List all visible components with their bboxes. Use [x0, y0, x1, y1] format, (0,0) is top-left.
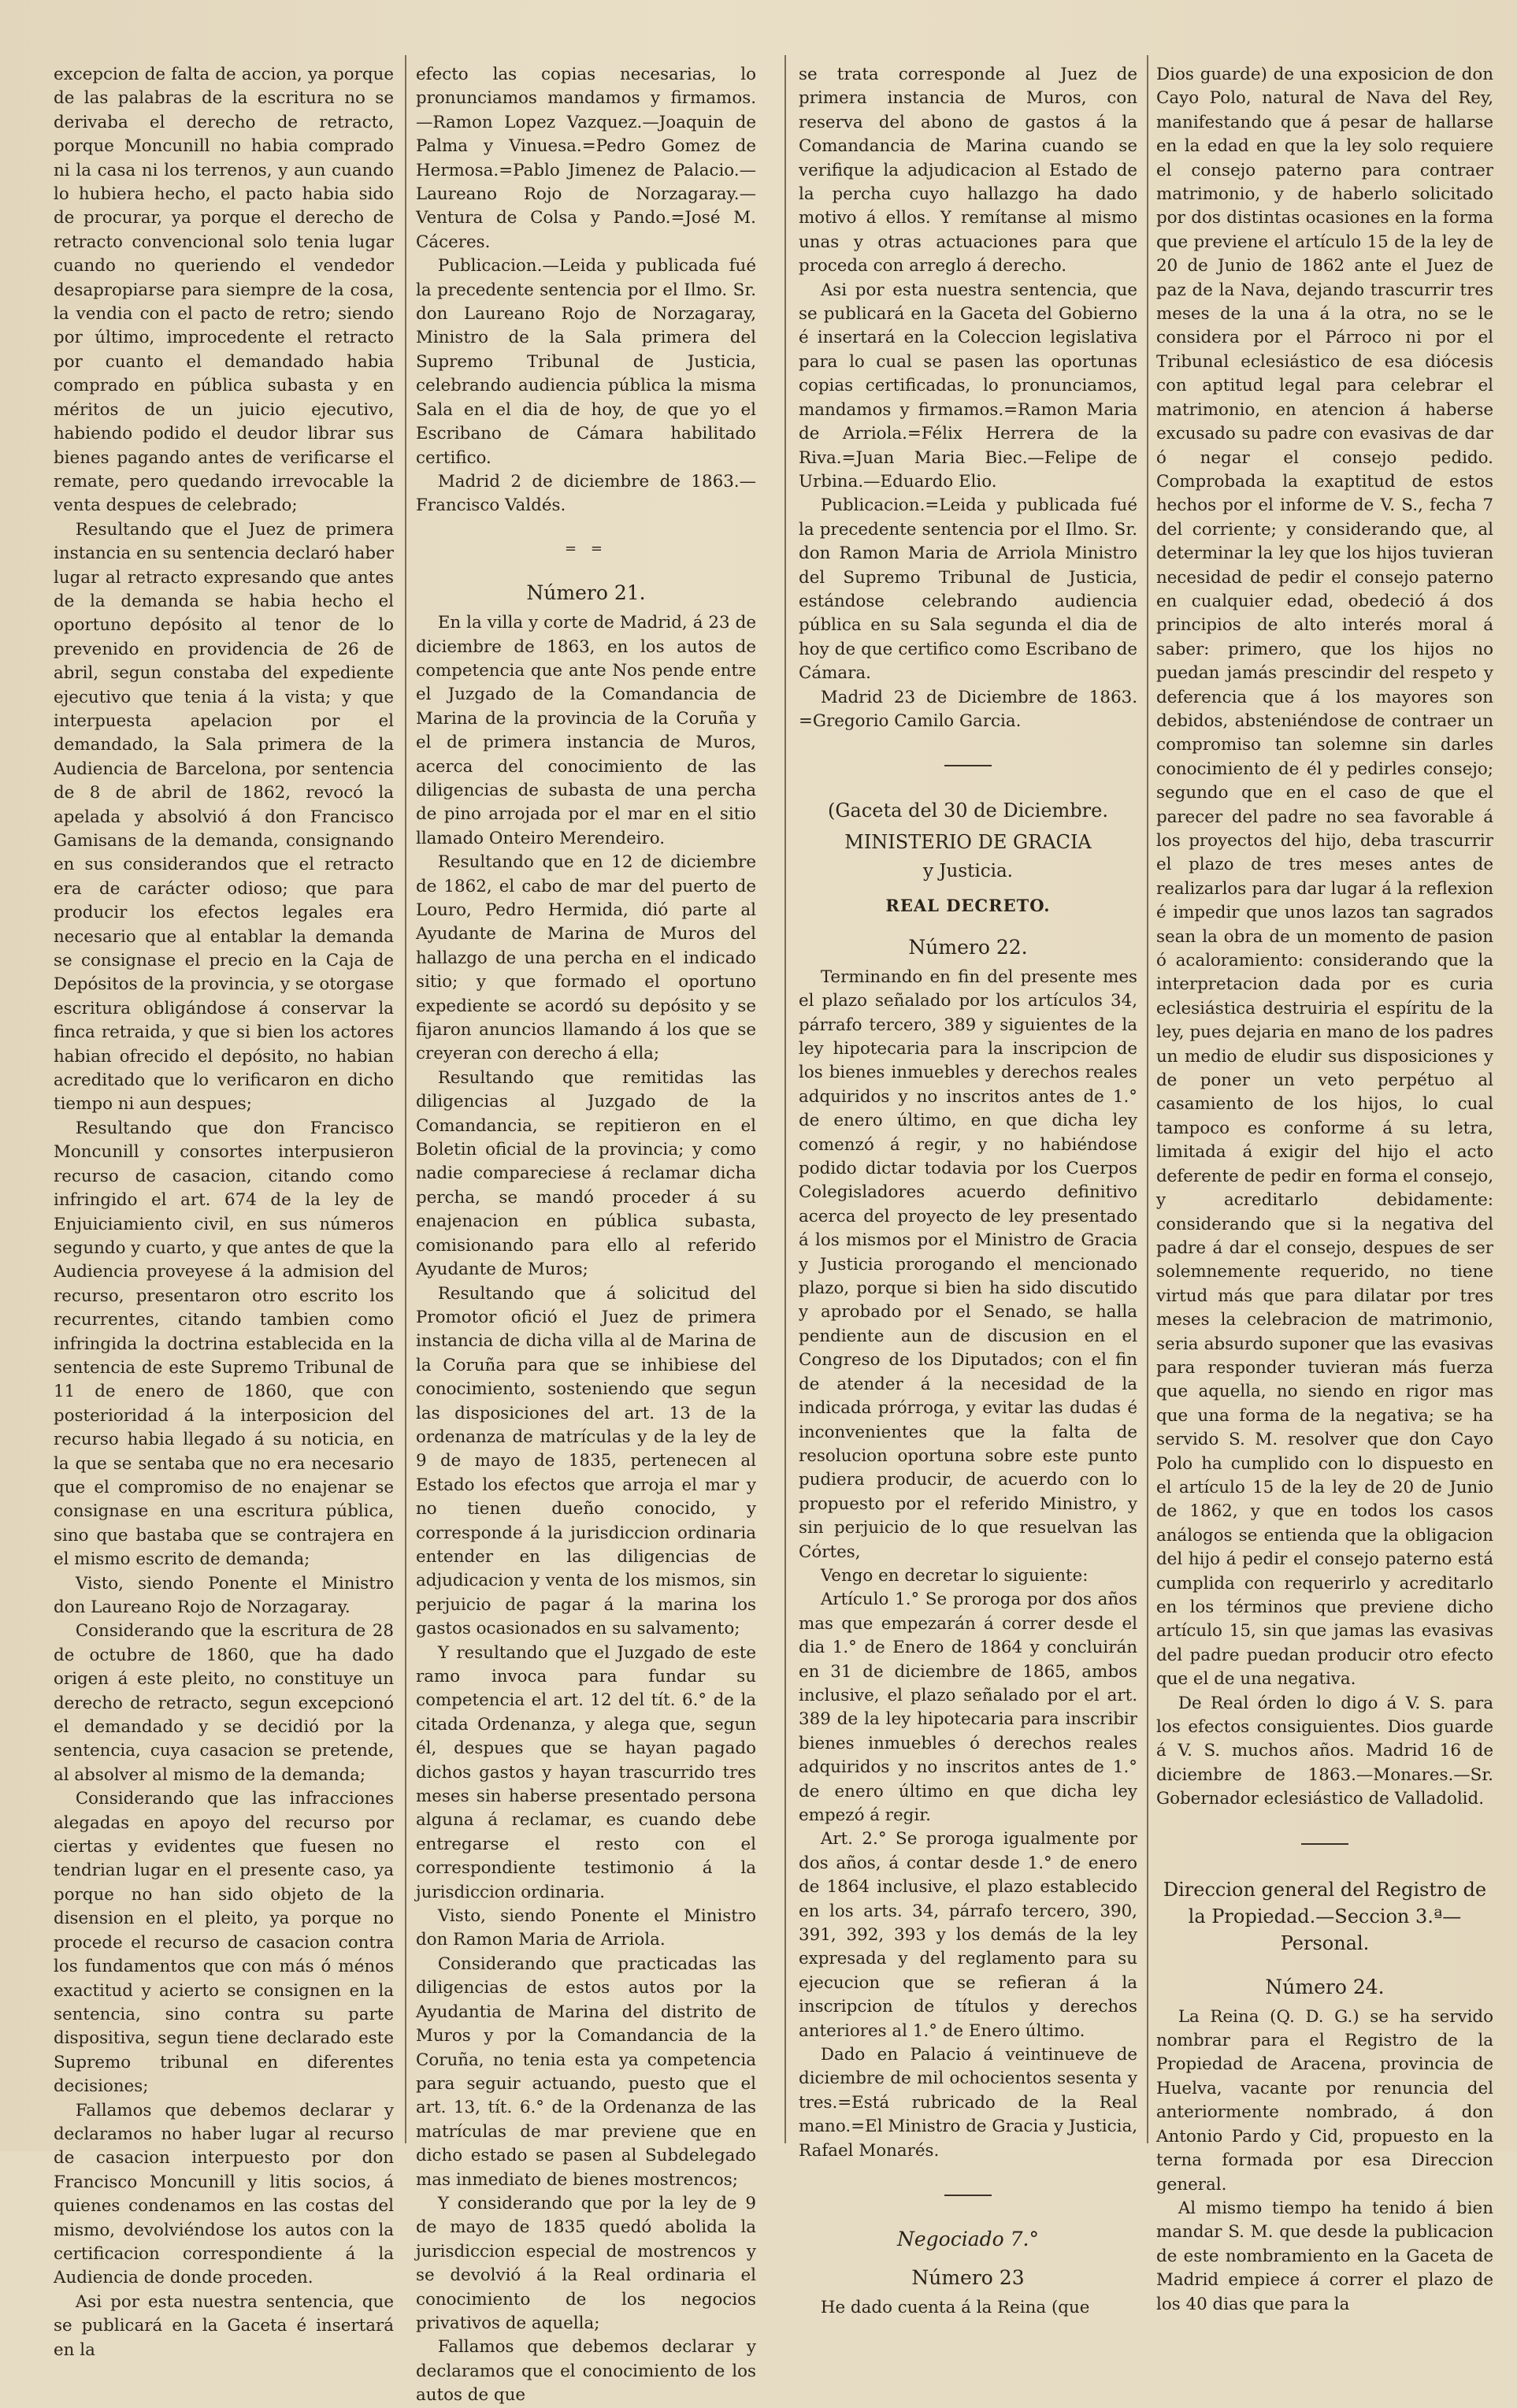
paragraph: De Real órden lo digo á V. S. para los efectos consiguientes. Dios guarde á V. S. muchos años. Madrid 16 de diciembre de 1863.—Monares.—Sr. Gobernador eclesiástico de Valladolid.: [1156, 1693, 1493, 1809]
paragraph: Visto, siendo Ponente el Ministro don Laureano Rojo de Norzagaray.: [54, 1573, 394, 1617]
paragraph: Asi por esta nuestra sentencia, que se publicará en la Gaceta é insertará en la: [54, 2291, 394, 2360]
paragraph: Publicacion.=Leida y publicada fué la precedente sentencia por el Ilmo. Sr. don Ramon Maria de Arriola Ministro del Supremo Tribunal de Justicia, estándose celebrando audiencia pública en su Sala segunda el dia de hoy de que certifico como Escribano de Cámara.: [799, 495, 1137, 684]
paragraph: Considerando que practicadas las diligencias de estos autos por la Ayudantia de Marina del distrito de Muros y por la Comandancia de la Coruña, no tenia esta ya competencia para seguir actuando, puesto que el art. 13, tít. 6.° de la Ordenanza de las matrículas de mar previene que en dicho estado se pasen al Subdelegado mas inmediato de bienes mostrencos;: [416, 1953, 756, 2190]
negociado-heading: Negociado 7.°: [897, 2228, 1039, 2251]
paragraph: Asi por esta nuestra sentencia, que se publicará en la Gaceta del Gobierno é insertará en la Coleccion legislativa para lo cual se pasen las oportunas copias certificadas, lo pronunciamos, mandamos y firmamos.=Ramon Maria de Arriola.=Félix Herrera de la Riva.=Juan Maria Biec.—Felipe de Urbina.—Eduardo Elio.: [799, 280, 1137, 492]
paragraph: Resultando que el Juez de primera instancia en su sentencia declaró haber lugar al retracto expresando que antes de la demanda se habia hecho el oportuno depósito al tenor de lo prevenido en providencia de 26 de abril, segun constaba del expediente ejecutivo que tenia á la vista; y que interpuesta apelacion por el demandado, la Sala primera de la Audiencia de Barcelona, por sentencia de 8 de abril de 1862, revocó la apelada y absolvió á don Francisco Gamisans de la demanda, consignando en sus considerandos que el retracto era de carácter odioso; que para producir los efectos legales era necesario que al entablar la demanda se consignase el precio en la Caja de Depósitos de la provincia, y se otorgase escritura obligándose á conservar la finca retraida, y que si bien los actores habian ofrecido el depósito, no habian acreditado que lo verificaron en dicho tiempo ni aun despues;: [54, 519, 394, 1115]
paragraph: Resultando que á solicitud del Promotor ofició el Juez de primera instancia de dicha villa al de Marina de la Coruña para que se inhibiese del conocimiento, sosteniendo que segun las disposiciones del art. 13 de la ordenanza de matrículas y de la ley de 9 de mayo de 1835, pertenecen al Estado los efectos que arroja el mar y no tienen dueño conocido, y corresponde á la jurisdiccion ordinaria entender en las diligencias de adjudicacion y venta de los mismos, sin perjuicio de pagar á la marina los gastos ocasionados en su salvamento;: [416, 1283, 756, 1639]
paragraph: Vengo en decretar lo siguiente:: [820, 1565, 1089, 1586]
paragraph: Madrid 23 de Diciembre de 1863. =Gregorio Camilo Garcia.: [799, 687, 1137, 731]
paragraph: excepcion de falta de accion, ya porque de las palabras de la escritura no se derivaba el derecho de retracto, porque Moncunill no habia comprado ni la casa ni los terrenos, y aun cuando lo hubiera hecho, el pacto habia sido de procurar, ya porque el derecho de retracto convencional solo tenia lugar cuando no queriendo el vendedor desapropiarse para siempre de la cosa, la vendia con el pacto de retro; siendo por último, improcedente el retracto por cuanto el demandado habia comprado en pública subasta y en méritos de un juicio ejecutivo, habiendo podido el deudor librar sus bienes pagando antes de verificarse el remate, pero quedando irrevocable la venta despues de celebrado;: [54, 65, 394, 516]
ministry-subheading: y Justicia.: [922, 861, 1013, 882]
paragraph: La Reina (Q. D. G.) se ha servido nombrar para el Registro de la Propiedad de Aracena, provincia de Huelva, vacante por renuncia del anteriormente nombrado, á don Antonio Pardo y Cid, propuesto en la terna formada por esa Direccion general.: [1156, 2006, 1493, 2195]
column-3: [799, 63, 1137, 2317]
paragraph: Art. 2.° Se proroga igualmente por dos años, á contar desde 1.° de enero de 1864 inclusive, el plazo establecido en los arts. 34, párrafo tercero, 390, 391, 392, 393 y los demás de la ley expresada y del reglamento para su ejecucion que se refieran á la inscripcion de títulos y derechos anteriores al 1.° de Enero último.: [799, 1829, 1137, 2041]
paragraph: Publicacion.—Leida y publicada fué la precedente sentencia por el Ilmo. Sr. don Laureano Rojo de Norzagaray, Ministro de la Sala primera del Supremo Tribunal de Justicia, celebrando audiencia pública la misma Sala en el dia de hoy, de que yo el Escribano de Cámara habilitado certifico.: [416, 256, 756, 468]
paragraph: Resultando que don Francisco Moncunill y consortes interpusieron recurso de casacion, citando como infringido el art. 674 de la ley de Enjuiciamiento civil, en sus números segundo y cuarto, y que antes de que la Audiencia proveyese á la admision del recurso, presentaron otro escrito los recurrentes, citando tambien como infringida la doctrina establecida en la sentencia de este Supremo Tribunal de 11 de enero de 1860, que con posterioridad á la interposicion del recurso habia llegado á su noticia, en la que se sentaba que no era necesario que el compromiso de no enajenar se consignase en una escritura pública, sino que bastaba que se contrajera en el mismo escrito de demanda;: [54, 1118, 394, 1570]
section-divider: [944, 765, 992, 766]
paragraph: Artículo 1.° Se proroga por dos años mas que empezarán á correr desde el dia 1.° de Enero de 1864 y concluirán en 31 de diciembre de 1865, ambos inclusive, el plazo señalado por el art. 389 de la ley hipotecaria para inscribir bienes inmuebles ó derechos reales adquiridos y no inscritos antes de 1.° de enero último en que dicha ley empezó á regir.: [799, 1590, 1137, 1825]
paragraph: Dios guarde) de una exposicion de don Cayo Polo, natural de Nava del Rey, manifestando que á pesar de hallarse en la edad en que la ley solo requiere el consejo paterno para contraer matrimonio, y de haberlo solicitado por dos distintas ocasiones en la forma que previene el artículo 15 de la ley de 20 de Junio de 1862 ante el Juez de paz de la Nava, dejando trascurrir tres meses de la una á la otra, no se le considera por el Párroco ni por el Tribunal eclesiástico de esa diócesis con aptitud legal para celebrar el matrimonio, en atencion á haberse excusado su padre con evasivas de dar ó negar el consejo pedido. Comprobada la exaptitud de estos hechos por el informe de V. S., fecha 7 del corriente; y considerando que, al determinar la ley que los hijos tuvieran necesidad de pedir el consejo paterno en cualquier edad, obedeció á dos principios de alto interés moral á saber: primero, que los hijos no puedan jamás prescindir del respeto y deferencia que á los mayores son debidos, absteniéndose de contraer un compromiso tan solemne sin darles conocimiento de él y pedirles consejo; segundo que en el caso de que el parecer del padre no sea favorable á los proyectos del hijo, deba trascurrir el plazo de tres meses antes de realizarlos para dar lugar á la reflexion é impedir que unos lazos tan sagrados sean la obra de un momento de pasion ó acaloramiento: considerando que la interpretacion dada por es curia eclesiástica destruiria el espíritu de la ley, pues dejaria en mano de los padres un medio de eludir sus disposiciones y de poner un veto perpétuo al casamiento de los hijos, lo cual tampoco es conforme á su letra, limitada á exigir del hijo el acto deferente de pedir en forma el consejo, y acreditarlo debidamente: considerando que si la negativa del padre á dar el consejo, despues de ser solemnemente requerido, no tiene virtud más que para dilatar por tres meses la celebracion de matrimonio, seria absurdo suponer que las evasivas para responder tuvieran más fuerza que aquella, no siendo en rigor mas que una forma de la negativa; se ha servido S. M. resolver que don Cayo Polo ha cumplido con lo dispuesto en el artículo 15 de la ley de 20 de Junio de 1862, y que en todos los casos análogos se entienda que la obligacion del hijo á pedir el consejo paterno está cumplida con requerirlo y acreditarlo en los términos que previene dicho artículo 15, sin que jamas las evasivas del padre puedan producir otro efecto que el de una negativa.: [1156, 65, 1493, 1690]
paragraph: Considerando que las infracciones alegadas en apoyo del recurso por ciertas y evidentes que fuesen no tendrian lugar en el presente caso, ya porque no han sido objeto de la disension en el pleito, ya porque no procede el recurso de casacion contra los fundamentos que con más ó ménos exactitud y acierto se consignen en la sentencia, sino contra su parte dispositiva, segun tiene declarado este Supremo tribunal en diferentes decisiones;: [54, 1789, 394, 2097]
column-2: [416, 63, 756, 2406]
paragraph: Resultando que remitidas las diligencias al Juzgado de la Comandancia, se repitieron en el Boletin oficial de la provincia; y como nadie compareciese á reclamar dicha percha, se mandó proceder á su enajenacion en pública subasta, comisionando para ello al referido Ayudante de Muros;: [416, 1067, 756, 1280]
paragraph: Fallamos que debemos declarar y declaramos no haber lugar al recurso de casacion interpuesto por don Francisco Moncunill y litis socios, á quienes condenamos en las costas del mismo, devolviéndose los autos con la certificacion correspondiente á la Audiencia de donde proceden.: [54, 2100, 394, 2288]
paragraph: Considerando que la escritura de 28 de octubre de 1860, que ha dado origen á este pleito, no constituye un derecho de retracto, segun excepcionó el demandado y se decidió por la sentencia, cuya casacion se pretende, al absolver al mismo de la demanda;: [54, 1621, 394, 1785]
column-4: [1156, 63, 1493, 2314]
paragraph: Al mismo tiempo ha tenido á bien mandar S. M. que desde la publicacion de este nombramiento en la Gaceta de Madrid empiece á correr el plazo de los 40 dias que para la: [1156, 2198, 1493, 2314]
paragraph: Terminando en fin del presente mes el plazo señalado por los artículos 34, párrafo tercero, 389 y siguientes de la ley hipotecaria para la inscripcion de los bienes inmuebles y derechos reales adquiridos y no inscritos antes de 1.° de enero último, en que dicha ley comenzó á regir, y no habiéndose podido dictar todavia por los Cuerpos Colegisladores acuerdo definitivo acerca del proyecto de ley presentado á los mismos por el Ministro de Gracia y Justicia prorogando el mencionado plazo, porque si bien ha sido discutido y aprobado por el Senado, se halla pendiente aun de discusion en el Congreso de los Diputados; con el fin de atender á la necesidad de la indicada prórroga, y evitar las dudas é inconvenientes que la falta de resolucion oportuna sobre este punto pudiera producir, de acuerdo con lo propuesto por el referido Ministro, y sin perjuicio de lo que resuelvan las Córtes,: [799, 967, 1137, 1562]
paragraph: Dado en Palacio á veintinueve de diciembre de mil ochocientos sesenta y tres.=Está rubricado de la Real mano.=El Ministro de Gracia y Justicia, Rafael Monarés.: [799, 2045, 1137, 2161]
order-number: Número 24.: [1265, 1975, 1385, 1998]
column-rule: [405, 55, 406, 2143]
paragraph: se trata corresponde al Juez de primera instancia de Muros, con reserva del abono de gastos á la Comandancia de Marina cuando se verifique la adjudicacion al Estado de la percha cuyo hallazgo ha dado motivo á ellos. Y remítanse al mismo unas y otras actuaciones para que proceda con arreglo á derecho.: [799, 65, 1137, 276]
section-divider: [1301, 1843, 1348, 1845]
section-divider: [944, 2195, 992, 2196]
gaceta-reference: (Gaceta del 30 de Diciembre.: [828, 800, 1108, 822]
section-separator: = =: [565, 540, 607, 557]
paragraph: Y resultando que el Juzgado de este ramo invoca para fundar su competencia el art. 12 del tít. 6.° de la citada Ordenanza, y alega que, segun él, despues que se hayan pagado dichos gastos y hayan trascurrido tres meses sin haberse presentado persona alguna á reclamar, es cuando debe entregarse el resto con el correspondiente testimonio á la jurisdiccion ordinaria.: [416, 1642, 756, 1902]
paragraph: Fallamos que debemos declarar y declaramos que el conocimiento de los autos de que: [416, 2337, 756, 2406]
paragraph: Madrid 2 de diciembre de 1863.—Francisco Valdés.: [416, 471, 756, 516]
ministry-heading: MINISTERIO DE GRACIA: [844, 831, 1092, 854]
directorate-heading: Direccion general del Registro de la Propiedad.—Seccion 3.ª—Personal.: [1163, 1878, 1487, 1954]
column-1: [54, 63, 394, 2360]
column-rule: [1147, 55, 1148, 2143]
decree-heading: REAL DECRETO.: [885, 896, 1051, 916]
paragraph: Resultando que en 12 de diciembre de 1862, el cabo de mar del puerto de Louro, Pedro Hermida, dió parte al Ayudante de Marina de Muros del hallazgo de una percha en el indicado sitio; y que formado el oportuno expediente se acordó su depósito y se fijaron anuncios llamando á los que se creyeran con derecho á ella;: [416, 852, 756, 1064]
decree-number: Número 22.: [908, 935, 1028, 959]
paragraph: efecto las copias necesarias, lo pronunciamos mandamos y firmamos.—Ramon Lopez Vazquez.—Joaquin de Palma y Vinuesa.=Pedro Gomez de Hermosa.=Pablo Jimenez de Palacio.—Laureano Rojo de Norzagaray.—Ventura de Colsa y Pando.=José M. Cáceres.: [416, 65, 756, 252]
paragraph: He dado cuenta á la Reina (que: [820, 2297, 1090, 2317]
paragraph: Y considerando que por la ley de 9 de mayo de 1835 quedó abolida la jurisdiccion especial de mostrencos y se devolvió á la Real ordinaria el conocimiento de los negocios privativos de aquella;: [416, 2193, 756, 2333]
order-number: Número 23: [911, 2265, 1025, 2289]
paragraph: En la villa y corte de Madrid, á 23 de diciembre de 1863, en los autos de competencia que ante Nos pende entre el Juzgado de la Comandancia de Marina de la provincia de la Coruña y el de primera instancia de Muros, acerca del conocimiento de las diligencias de subasta de una percha de pino arrojada por el mar en el sitio llamado Onteiro Merendeiro.: [416, 613, 756, 848]
sentence-number: Número 21.: [526, 581, 646, 605]
column-rule: [784, 55, 786, 2143]
paragraph: Visto, siendo Ponente el Ministro don Ramon Maria de Arriola.: [416, 1906, 756, 1950]
